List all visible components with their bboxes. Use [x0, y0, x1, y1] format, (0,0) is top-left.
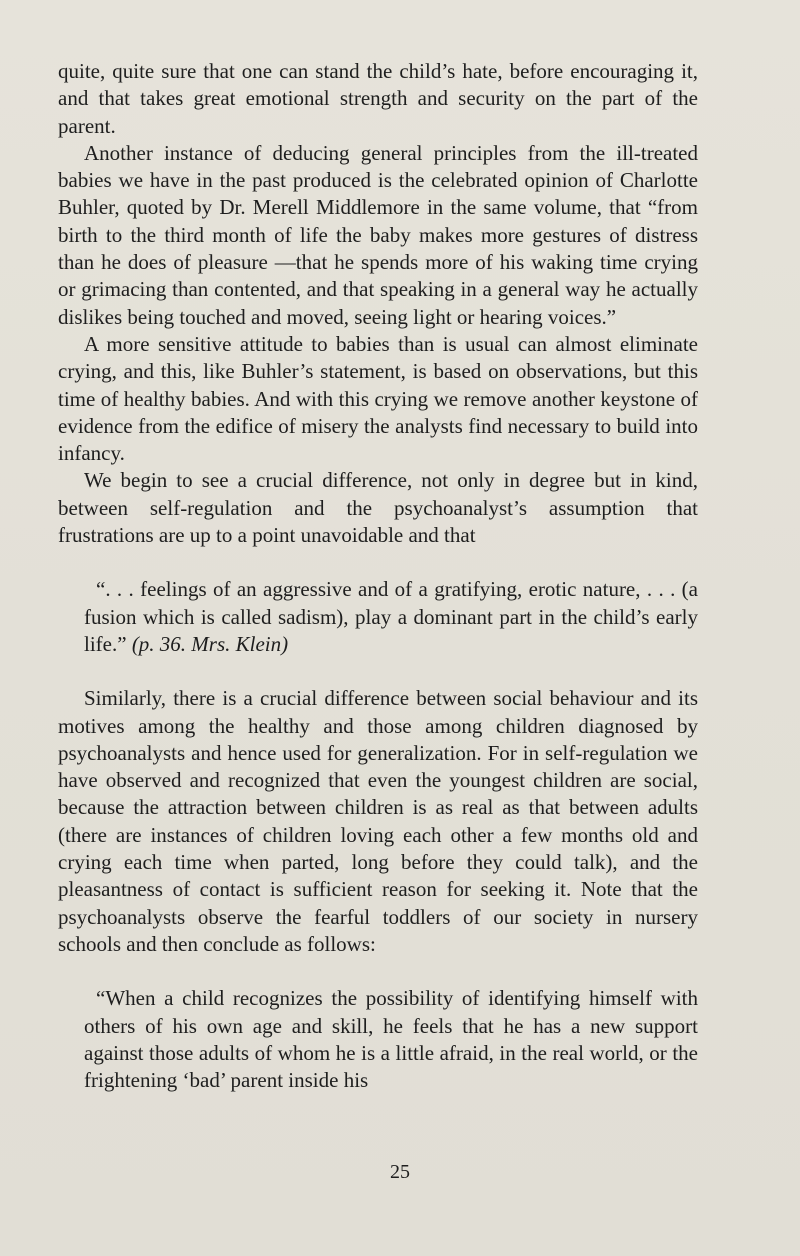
block-quote-klein — [84, 576, 698, 658]
paragraph-4: We begin to see a crucial difference, not only in degree but in kind, between self-regulation and the psychoanalyst’s assumption that frustrations are up to a point unavoidable and that — [58, 468, 698, 548]
quote-identification-text: “When a child recognizes the possibility of identifying himself with others of his own age and skill, he feels that he has a new support against those adults of whom he is a little afraid, in the real world, or the frightening ‘bad’ parent inside his — [84, 986, 698, 1093]
paragraph-3: A more sensitive attitude to babies than is usual can almost eliminate crying, and this, like Buhler’s statement, is based on observations, but this time of healthy babies. And with this crying we remove another keystone of evidence from the edifice of misery the analysts find necessary to build into infancy. — [58, 331, 698, 466]
block-quote-identification — [84, 985, 698, 1094]
quote-klein-body: “. . . feelings of an aggressive and of a gratifying, erotic nature, . . . (a fusion which is called sadism), play a dominant part in the child’s early life.” — [84, 577, 698, 656]
page-number: 25 — [390, 1161, 410, 1183]
text-column — [58, 58, 698, 1094]
paragraph-2: Another instance of deducing general principles from the ill-treated babies we have in the past produced is the celebrated opinion of Charlotte Buhler, quoted by Dr. Merell Middlemore in the same volume, that “from birth to the third month of life the baby makes more gestures of distress than he does of pleasure —that he spends more of his waking time crying or grimacing than contented, and that speaking in a general way he actually dislikes being touched and moved, seeing light or hearing voices.” — [58, 140, 698, 329]
quote-klein-text — [84, 576, 698, 658]
quote-klein-citation: (p. 36. Mrs. Klein) — [131, 631, 289, 656]
paragraph-1: quite, quite sure that one can stand the child’s hate, before encouraging it, and that takes great emotional strength and security on the part of the parent. — [58, 59, 698, 138]
paragraph-5: Similarly, there is a crucial difference between social behaviour and its motives among the healthy and those among children diagnosed by psychoanalysts and hence used for generalization. For in self-regulation we have observed and recognized that even the youngest children are social, because the attraction between children is as real as that between adults (there are instances of children loving each other a few months old and crying each time when parted, long before they could talk), and the pleasantness of contact is sufficient reason for seeking it. Note that the psychoanalysts observe the fearful toddlers of our society in nursery schools and then conclude as follows: — [58, 686, 698, 956]
